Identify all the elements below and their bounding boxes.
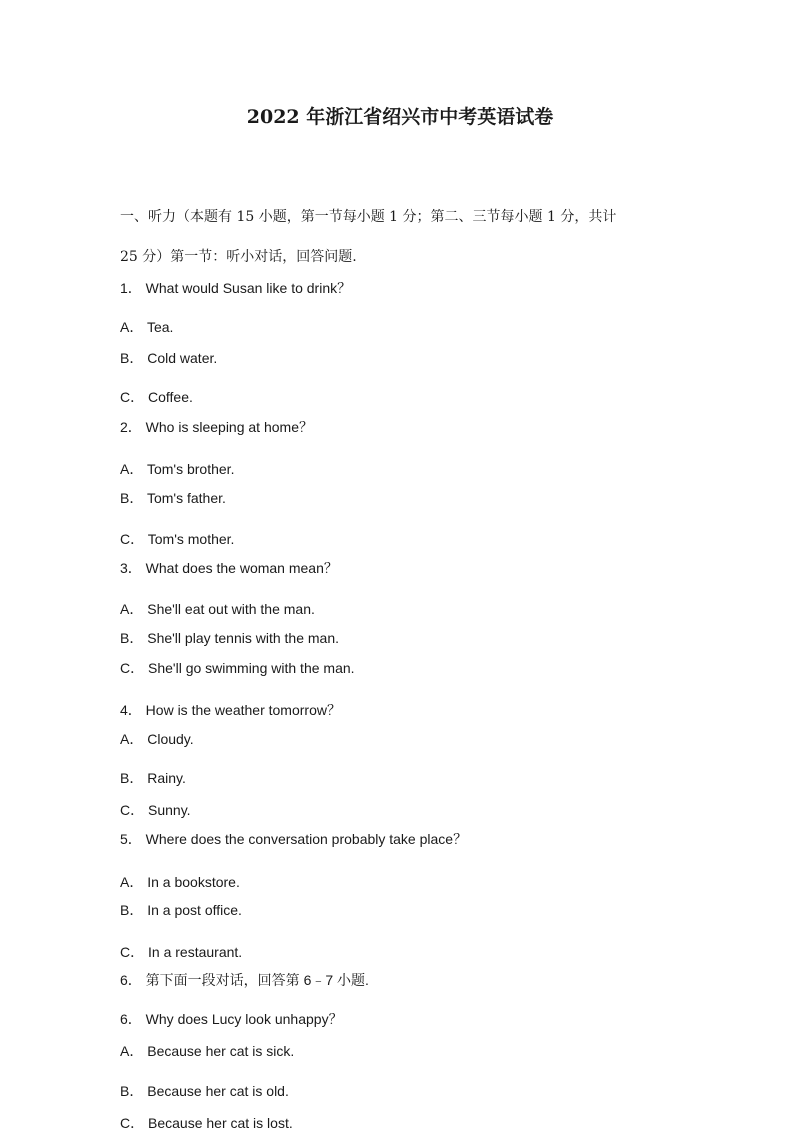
section-heading-line1: 一、听力（本题有 15 小题，第一节每小题 1 分；第二、三节每小题 1 分，共计 <box>120 209 617 225</box>
question-3-option-b: B． She'll play tennis with the man. <box>120 630 340 646</box>
question-3-stem: 3． What does the woman mean？ <box>120 560 338 576</box>
question-5-option-c: C． In a restaurant. <box>120 944 243 960</box>
question-6-option-b: B． Because her cat is old. <box>120 1083 289 1099</box>
question-6-option-c: C． Because her cat is lost. <box>120 1115 293 1131</box>
question-4-option-b: B． Rainy. <box>120 770 186 786</box>
question-2-option-a: A． Tom's brother. <box>120 461 235 477</box>
question-4-option-c: C． Sunny. <box>120 802 191 818</box>
question-1-option-b: B． Cold water. <box>120 350 218 366</box>
question-6-stem: 6． Why does Lucy look unhappy？ <box>120 1011 343 1027</box>
question-3-option-c: C． She'll go swimming with the man. <box>120 660 355 676</box>
question-2-stem: 2． Who is sleeping at home？ <box>120 419 313 435</box>
section-heading-line2: 25 分）第一节：听小对话，回答问题. <box>120 249 357 265</box>
question-1-stem: 1． What would Susan like to drink？ <box>120 280 352 296</box>
question-1-option-c: C． Coffee. <box>120 389 193 405</box>
question-3-option-a: A． She'll eat out with the man. <box>120 601 315 617</box>
question-2-option-c: C． Tom's mother. <box>120 531 235 547</box>
question-1-option-a: A． Tea. <box>120 319 174 335</box>
instruction-note: 6． 第下面一段对话，回答第 6﹣7 小题. <box>120 972 369 988</box>
question-5-stem: 5． Where does the conversation probably take place？ <box>120 831 468 847</box>
page-title: 2022 年浙江省绍兴市中考英语试卷 <box>246 106 554 128</box>
question-5-option-b: B． In a post office. <box>120 902 242 918</box>
question-4-option-a: A． Cloudy. <box>120 731 194 747</box>
question-2-option-b: B． Tom's father. <box>120 490 226 506</box>
question-4-stem: 4． How is the weather tomorrow？ <box>120 702 341 718</box>
question-5-option-a: A． In a bookstore. <box>120 874 240 890</box>
question-6-option-a: A． Because her cat is sick. <box>120 1043 295 1059</box>
